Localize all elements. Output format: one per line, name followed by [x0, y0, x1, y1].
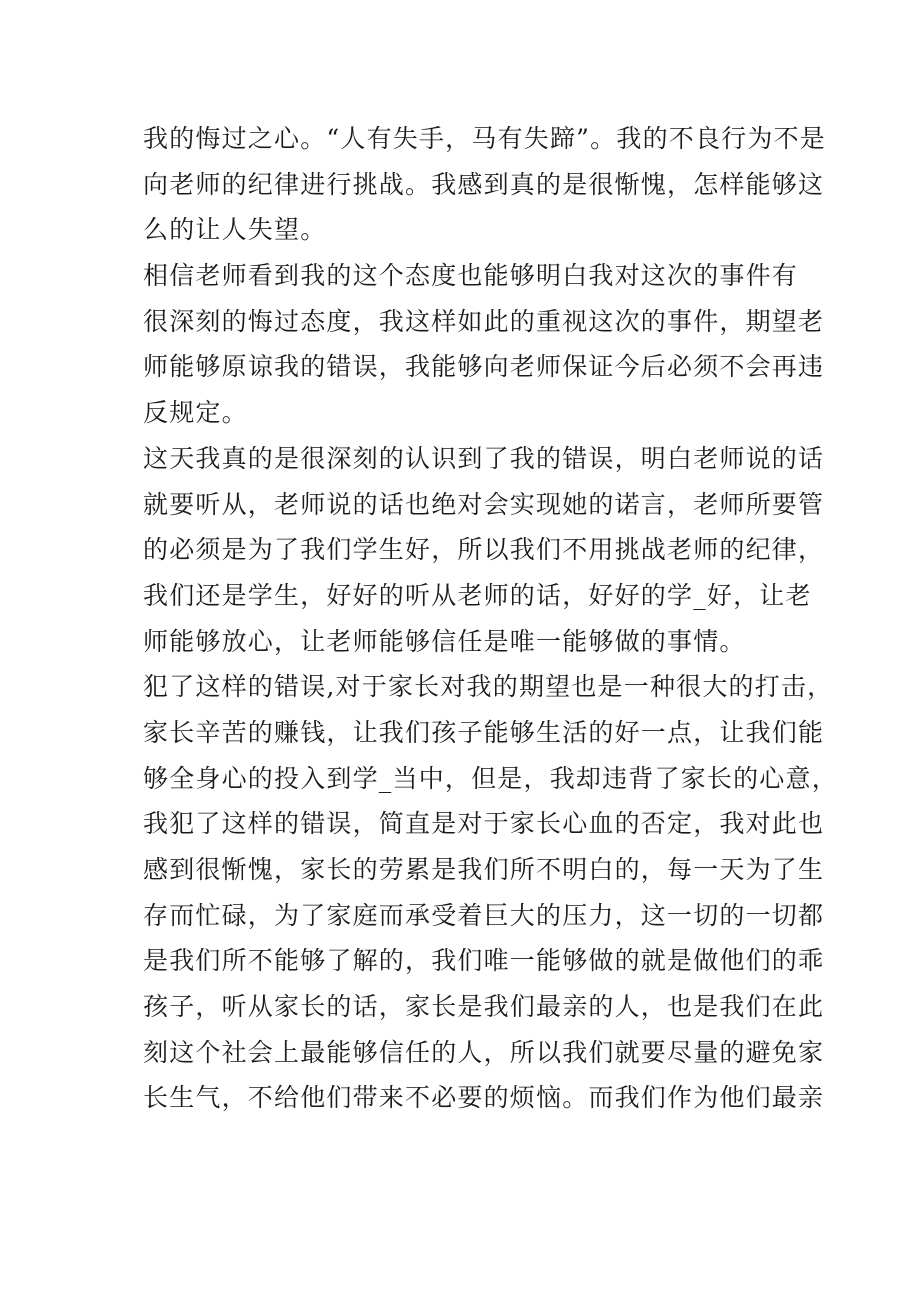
document-body — [143, 116, 838, 1121]
text-line: 就要听从，老师说的话也绝对会实现她的诺言，老师所要管 — [143, 489, 825, 519]
text-line: 师能够原谅我的错误，我能够向老师保证今后必须不会再违 — [143, 352, 825, 382]
text-line: 感到很惭愧，家长的劳累是我们所不明白的，每一天为了生 — [143, 855, 825, 884]
text-line: 犯了这样的错误,对于家长对我的期望也是一种很大的打击， — [143, 672, 834, 702]
text-line: 我犯了这样的错误，简直是对于家长心血的否定，我对此也 — [143, 809, 825, 839]
text-line: 长生气，不给他们带来不必要的烦恼。而我们作为他们最亲 — [143, 1083, 825, 1113]
text-line: 我们还是学生，好好的听从老师的话，好好的学_好，让老 — [143, 580, 812, 610]
text-line: 够全身心的投入到学_当中，但是，我却违背了家长的心意， — [143, 763, 838, 793]
text-line: 孩子，听从家长的话，家长是我们最亲的人，也是我们在此 — [143, 992, 825, 1022]
text-line: 家长辛苦的赚钱，让我们孩子能够生活的好一点，让我们能 — [143, 717, 825, 747]
text-line: 很深刻的悔过态度，我这样如此的重视这次的事件，期望老 — [143, 306, 825, 336]
text-line: 的必须是为了我们学生好，所以我们不用挑战老师的纪律， — [143, 535, 825, 565]
text-line: 刻这个社会上最能够信任的人，所以我们就要尽量的避免家 — [143, 1037, 825, 1067]
text-line: 存而忙碌，为了家庭而承受着巨大的压力，这一切的一切都 — [143, 900, 825, 930]
text-line: 是我们所不能够了解的，我们唯一能够做的就是做他们的乖 — [143, 946, 825, 976]
text-line: 这天我真的是很深刻的认识到了我的错误，明白老师说的话 — [143, 443, 825, 473]
text-line: 向老师的纪律进行挑战。我感到真的是很惭愧，怎样能够这 — [143, 169, 825, 199]
text-line: 相信老师看到我的这个态度也能够明白我对这次的事件有 — [143, 261, 799, 291]
text-line: 师能够放心，让老师能够信任是唯一能够做的事情。 — [143, 626, 746, 656]
text-line: 反规定。 — [143, 398, 248, 428]
text-line: 我的悔过之心。“人有失手，马有失蹄”。我的不良行为不是 — [143, 124, 826, 153]
text-line: 么的让人失望。 — [143, 215, 327, 245]
